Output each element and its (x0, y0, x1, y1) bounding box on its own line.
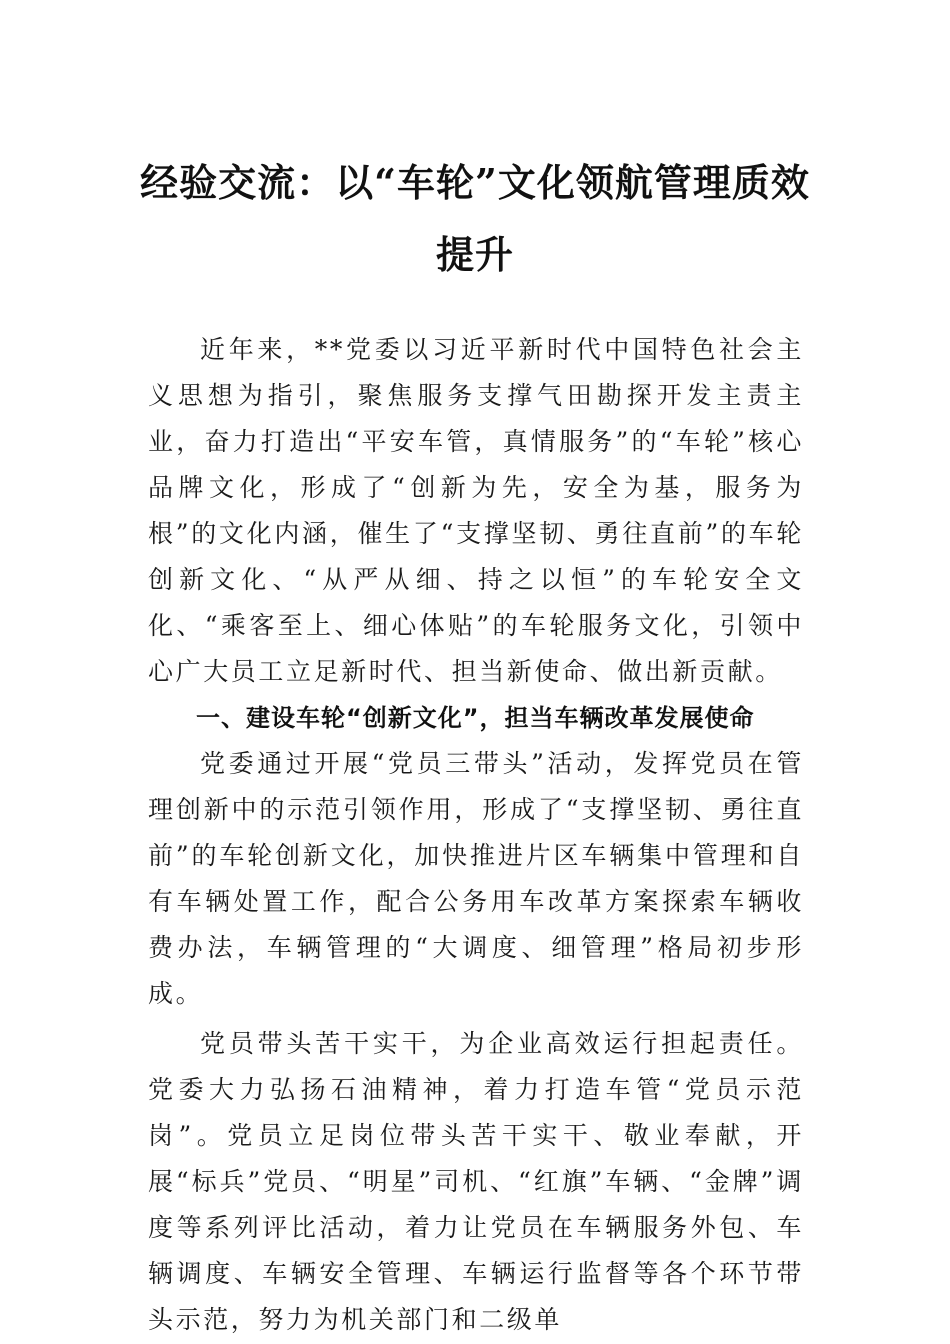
document-title-line-2: 提升 (435, 232, 514, 277)
intro-paragraph: 近年来，**党委以习近平新时代中国特色社会主义思想为指引，聚焦服务支撑气田勘探开发主责主业，奋力打造出“平安车管，真情服务”的“车轮”核心品牌文化，形成了“创新为先，安全为基，服务为根”的文化内涵，催生了“支撑坚韧、勇往直前”的车轮创新文化、“从严从细、持之以恒”的车轮安全文化、“乘客至上、细心体贴”的车轮服务文化，引领中心广大员工立足新时代、担当新使命、做出新贡献。 (148, 335, 804, 686)
section-heading-1: 一、建设车轮“创新文化”，担当车辆改革发展使命 (196, 704, 755, 732)
section1-paragraph-1: 党委通过开展“党员三带头”活动，发挥党员在管理创新中的示范引领作用，形成了“支撑坚韧、勇往直前”的车轮创新文化，加快推进片区车辆集中管理和自有车辆处置工作，配合公务用车改革方案探索车辆收费办法，车辆管理的“大调度、细管理”格局初步形成。 (148, 749, 804, 1008)
document-body (148, 327, 804, 1343)
document-title-line-1: 经验交流：以“车轮”文化领航管理质效 (140, 160, 810, 205)
section1-paragraph-2: 党员带头苦干实干，为企业高效运行担起责任。党委大力弘扬石油精神，着力打造车管“党员示范岗”。党员立足岗位带头苦干实干、敬业奉献，开展“标兵”党员、“明星”司机、“红旗”车辆、“金牌”调度等系列评比活动，着力让党员在车辆服务外包、车辆调度、车辆安全管理、车辆运行监督等各个环节带头示范，努力为机关部门和二级单 (148, 1029, 804, 1334)
